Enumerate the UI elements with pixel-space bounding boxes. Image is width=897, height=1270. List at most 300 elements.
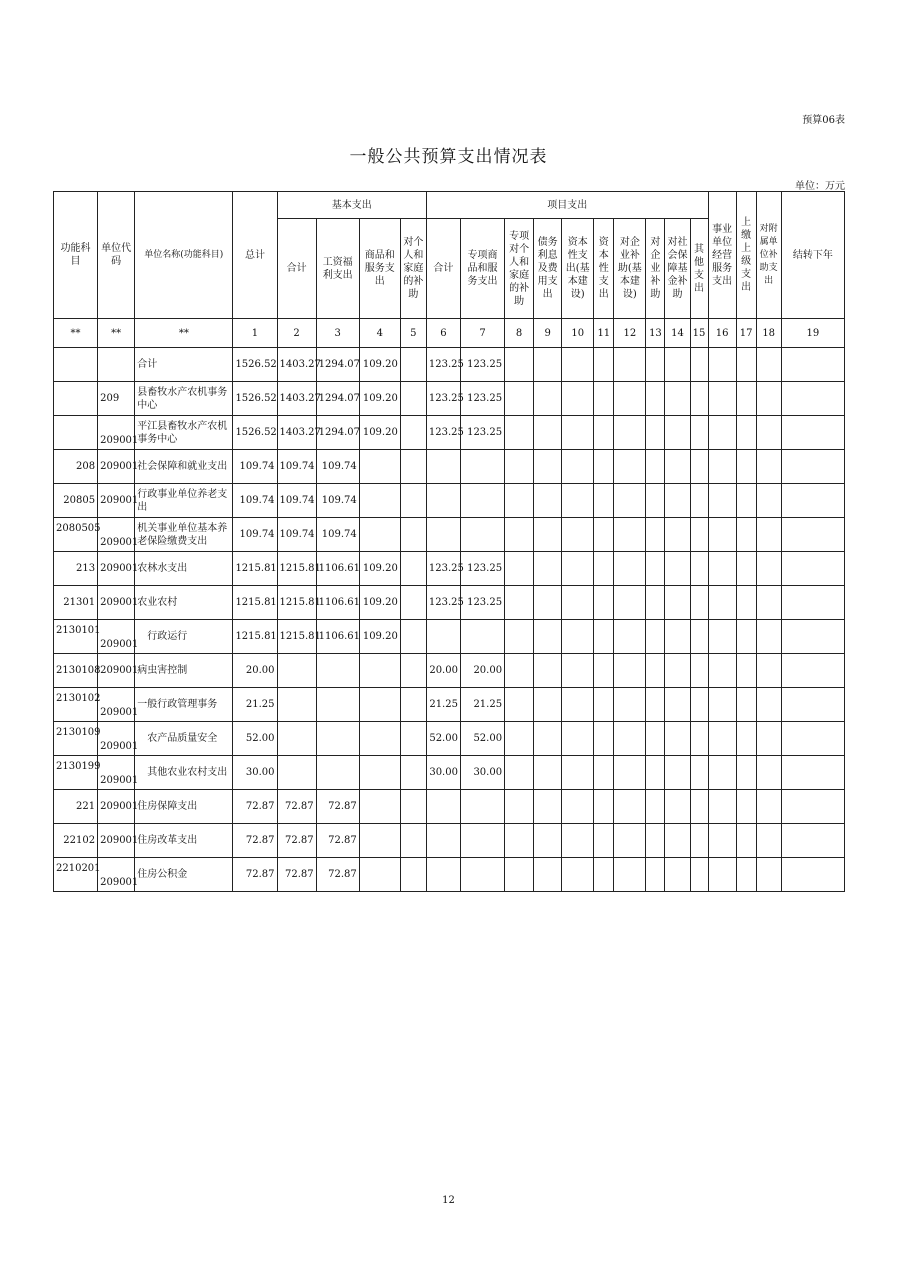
header-total: 总计	[233, 192, 277, 319]
column-number: 15	[690, 319, 708, 348]
empty-cell	[505, 790, 534, 824]
unit-name-cell: 住房改革支出	[135, 824, 233, 858]
empty-cell	[614, 756, 646, 790]
empty-cell	[594, 416, 614, 450]
empty-cell	[781, 824, 844, 858]
empty-cell	[690, 348, 708, 382]
total-cell: 1215.81	[233, 552, 277, 586]
total-cell: 72.87	[233, 824, 277, 858]
empty-cell	[708, 824, 736, 858]
total-cell: 109.74	[233, 484, 277, 518]
func-subject-cell	[54, 348, 98, 382]
basic-wage-cell	[316, 654, 359, 688]
header-basic: 基本支出	[277, 192, 426, 219]
empty-cell	[736, 654, 756, 688]
column-number: 12	[614, 319, 646, 348]
project-goods-cell: 20.00	[460, 654, 504, 688]
empty-cell	[781, 484, 844, 518]
empty-cell	[614, 484, 646, 518]
column-number: **	[54, 319, 98, 348]
basic-sum-cell: 1215.81	[277, 620, 316, 654]
empty-cell	[534, 416, 562, 450]
column-number: 13	[646, 319, 665, 348]
header-project-sub: 对企业补助(基本建设)	[614, 219, 646, 319]
empty-cell	[562, 824, 594, 858]
basic-person-cell	[400, 722, 426, 756]
project-sum-cell: 123.25	[426, 382, 460, 416]
empty-cell	[665, 416, 690, 450]
basic-goods-cell	[359, 756, 400, 790]
project-goods-cell	[460, 790, 504, 824]
basic-sum-cell: 1403.27	[277, 382, 316, 416]
empty-cell	[505, 382, 534, 416]
empty-cell	[690, 484, 708, 518]
empty-cell	[665, 858, 690, 892]
total-cell: 52.00	[233, 722, 277, 756]
unit-name-cell: 住房公积金	[135, 858, 233, 892]
column-number: 17	[736, 319, 756, 348]
empty-cell	[562, 688, 594, 722]
empty-cell	[756, 756, 781, 790]
empty-cell	[505, 756, 534, 790]
func-subject-cell: 21301	[54, 586, 98, 620]
func-subject-cell: 2130102	[54, 688, 98, 722]
empty-cell	[736, 552, 756, 586]
empty-cell	[690, 620, 708, 654]
empty-cell	[665, 484, 690, 518]
empty-cell	[756, 416, 781, 450]
empty-cell	[665, 348, 690, 382]
basic-wage-cell: 1106.61	[316, 552, 359, 586]
header-upper: 上缴上级支出	[736, 192, 756, 319]
empty-cell	[665, 450, 690, 484]
column-number: 4	[359, 319, 400, 348]
empty-cell	[708, 654, 736, 688]
unit-code-cell: 209001	[98, 450, 135, 484]
empty-cell	[562, 348, 594, 382]
empty-cell	[708, 722, 736, 756]
empty-cell	[781, 620, 844, 654]
unit-name-cell: 病虫害控制	[135, 654, 233, 688]
header-unit-name: 单位名称(功能科目)	[135, 192, 233, 319]
basic-goods-cell: 109.20	[359, 348, 400, 382]
project-goods-cell: 30.00	[460, 756, 504, 790]
empty-cell	[505, 722, 534, 756]
empty-cell	[756, 824, 781, 858]
page-title: 一般公共预算支出情况表	[349, 147, 548, 167]
table-row	[54, 722, 845, 756]
table-row	[54, 756, 845, 790]
empty-cell	[690, 552, 708, 586]
empty-cell	[646, 620, 665, 654]
basic-wage-cell: 109.74	[316, 450, 359, 484]
empty-cell	[690, 654, 708, 688]
unit-code-cell: 209001	[98, 756, 135, 790]
basic-person-cell	[400, 416, 426, 450]
project-goods-cell: 123.25	[460, 348, 504, 382]
empty-cell	[756, 722, 781, 756]
empty-cell	[534, 348, 562, 382]
unit-code-cell: 209001	[98, 416, 135, 450]
header-subsidy: 对附属单位补助支出	[756, 192, 781, 319]
project-sum-cell: 123.25	[426, 348, 460, 382]
empty-cell	[781, 722, 844, 756]
project-sum-cell	[426, 620, 460, 654]
unit-code-cell	[98, 348, 135, 382]
empty-cell	[781, 450, 844, 484]
column-number: **	[135, 319, 233, 348]
total-cell: 1215.81	[233, 586, 277, 620]
basic-sum-cell: 109.74	[277, 450, 316, 484]
unit-code-cell: 209001	[98, 688, 135, 722]
empty-cell	[690, 824, 708, 858]
table-row	[54, 450, 845, 484]
empty-cell	[505, 824, 534, 858]
empty-cell	[562, 654, 594, 688]
unit-name-cell: 平江县畜牧水产农机事务中心	[135, 416, 233, 450]
empty-cell	[534, 552, 562, 586]
empty-cell	[534, 518, 562, 552]
basic-wage-cell: 1106.61	[316, 620, 359, 654]
empty-cell	[594, 382, 614, 416]
empty-cell	[646, 688, 665, 722]
basic-goods-cell: 109.20	[359, 382, 400, 416]
project-goods-cell: 123.25	[460, 552, 504, 586]
empty-cell	[534, 654, 562, 688]
empty-cell	[614, 688, 646, 722]
empty-cell	[690, 688, 708, 722]
empty-cell	[781, 518, 844, 552]
empty-cell	[736, 722, 756, 756]
empty-cell	[594, 654, 614, 688]
empty-cell	[736, 518, 756, 552]
empty-cell	[690, 756, 708, 790]
project-sum-cell	[426, 824, 460, 858]
empty-cell	[756, 552, 781, 586]
empty-cell	[781, 416, 844, 450]
basic-wage-cell	[316, 722, 359, 756]
empty-cell	[505, 348, 534, 382]
project-sum-cell	[426, 858, 460, 892]
empty-cell	[534, 688, 562, 722]
empty-cell	[594, 824, 614, 858]
empty-cell	[505, 586, 534, 620]
empty-cell	[708, 552, 736, 586]
basic-person-cell	[400, 518, 426, 552]
empty-cell	[614, 518, 646, 552]
unit-code-cell: 209001	[98, 824, 135, 858]
empty-cell	[690, 722, 708, 756]
unit-code-cell: 209001	[98, 552, 135, 586]
func-subject-cell: 213	[54, 552, 98, 586]
column-number: 19	[781, 319, 844, 348]
empty-cell	[736, 620, 756, 654]
total-cell: 1215.81	[233, 620, 277, 654]
empty-cell	[646, 450, 665, 484]
header-basic-sub: 对个人和家庭的补助	[400, 219, 426, 319]
empty-cell	[534, 756, 562, 790]
empty-cell	[736, 790, 756, 824]
empty-cell	[781, 552, 844, 586]
unit-name-cell: 社会保障和就业支出	[135, 450, 233, 484]
empty-cell	[665, 790, 690, 824]
unit-code-cell: 209001	[98, 654, 135, 688]
project-goods-cell: 123.25	[460, 382, 504, 416]
basic-person-cell	[400, 654, 426, 688]
basic-person-cell	[400, 586, 426, 620]
basic-goods-cell	[359, 688, 400, 722]
unit-code-cell: 209001	[98, 722, 135, 756]
empty-cell	[690, 790, 708, 824]
empty-cell	[736, 756, 756, 790]
empty-cell	[736, 348, 756, 382]
empty-cell	[690, 586, 708, 620]
basic-sum-cell: 1403.27	[277, 348, 316, 382]
basic-person-cell	[400, 620, 426, 654]
empty-cell	[646, 552, 665, 586]
total-cell: 20.00	[233, 654, 277, 688]
basic-goods-cell	[359, 722, 400, 756]
empty-cell	[665, 620, 690, 654]
header-row-1	[54, 192, 845, 219]
empty-cell	[614, 722, 646, 756]
table-row	[54, 518, 845, 552]
unit-code-cell: 209001	[98, 858, 135, 892]
empty-cell	[562, 586, 594, 620]
empty-cell	[505, 450, 534, 484]
empty-cell	[562, 620, 594, 654]
basic-goods-cell	[359, 518, 400, 552]
func-subject-cell: 2130108	[54, 654, 98, 688]
table-row	[54, 382, 845, 416]
empty-cell	[646, 722, 665, 756]
project-goods-cell	[460, 620, 504, 654]
func-subject-cell: 2080505	[54, 518, 98, 552]
empty-cell	[614, 586, 646, 620]
empty-cell	[594, 518, 614, 552]
project-sum-cell	[426, 484, 460, 518]
empty-cell	[562, 756, 594, 790]
empty-cell	[505, 688, 534, 722]
header-public-service: 事业单位经营服务支出	[708, 192, 736, 319]
column-number: 6	[426, 319, 460, 348]
empty-cell	[646, 348, 665, 382]
empty-cell	[594, 348, 614, 382]
unit-name-cell: 行政运行	[135, 620, 233, 654]
form-number: 预算06表	[802, 115, 845, 126]
table-row	[54, 688, 845, 722]
basic-sum-cell	[277, 654, 316, 688]
basic-sum-cell: 1215.81	[277, 552, 316, 586]
empty-cell	[690, 858, 708, 892]
empty-cell	[562, 518, 594, 552]
empty-cell	[562, 484, 594, 518]
empty-cell	[781, 756, 844, 790]
project-sum-cell: 123.25	[426, 586, 460, 620]
table-row	[54, 416, 845, 450]
empty-cell	[614, 654, 646, 688]
project-goods-cell: 123.25	[460, 416, 504, 450]
basic-sum-cell	[277, 722, 316, 756]
empty-cell	[736, 416, 756, 450]
header-project-sub: 其他支出	[690, 219, 708, 319]
empty-cell	[665, 552, 690, 586]
basic-person-cell	[400, 552, 426, 586]
basic-goods-cell	[359, 790, 400, 824]
empty-cell	[646, 824, 665, 858]
column-number: 18	[756, 319, 781, 348]
func-subject-cell: 2130101	[54, 620, 98, 654]
project-goods-cell	[460, 450, 504, 484]
empty-cell	[665, 688, 690, 722]
empty-cell	[614, 620, 646, 654]
empty-cell	[756, 586, 781, 620]
total-cell: 30.00	[233, 756, 277, 790]
unit-code-cell: 209001	[98, 790, 135, 824]
empty-cell	[505, 858, 534, 892]
empty-cell	[646, 654, 665, 688]
basic-wage-cell: 72.87	[316, 858, 359, 892]
empty-cell	[756, 790, 781, 824]
basic-wage-cell: 1294.07	[316, 348, 359, 382]
func-subject-cell	[54, 416, 98, 450]
empty-cell	[756, 382, 781, 416]
project-sum-cell: 52.00	[426, 722, 460, 756]
empty-cell	[534, 858, 562, 892]
header-basic-sub: 工资福利支出	[316, 219, 359, 319]
empty-cell	[708, 416, 736, 450]
empty-cell	[594, 756, 614, 790]
empty-cell	[646, 586, 665, 620]
basic-goods-cell: 109.20	[359, 416, 400, 450]
empty-cell	[646, 756, 665, 790]
header-project-sub: 对企业补助	[646, 219, 665, 319]
column-number: 1	[233, 319, 277, 348]
empty-cell	[646, 518, 665, 552]
empty-cell	[708, 586, 736, 620]
empty-cell	[614, 382, 646, 416]
column-number: 16	[708, 319, 736, 348]
empty-cell	[665, 722, 690, 756]
basic-sum-cell: 109.74	[277, 518, 316, 552]
empty-cell	[708, 756, 736, 790]
empty-cell	[614, 858, 646, 892]
column-number: 7	[460, 319, 504, 348]
unit-code-cell: 209001	[98, 484, 135, 518]
project-sum-cell	[426, 790, 460, 824]
total-cell: 1526.52	[233, 382, 277, 416]
unit-name-cell: 合计	[135, 348, 233, 382]
basic-goods-cell	[359, 450, 400, 484]
empty-cell	[505, 620, 534, 654]
basic-sum-cell: 1215.81	[277, 586, 316, 620]
unit-name-cell: 农产品质量安全	[135, 722, 233, 756]
unit-name-cell: 县畜牧水产农机事务中心	[135, 382, 233, 416]
func-subject-cell: 221	[54, 790, 98, 824]
basic-person-cell	[400, 858, 426, 892]
empty-cell	[756, 654, 781, 688]
page-number: 12	[442, 1195, 455, 1206]
budget-table	[53, 191, 845, 892]
empty-cell	[614, 790, 646, 824]
empty-cell	[646, 382, 665, 416]
column-number: **	[98, 319, 135, 348]
header-carry: 结转下年	[781, 192, 844, 319]
func-subject-cell	[54, 382, 98, 416]
empty-cell	[781, 688, 844, 722]
basic-sum-cell	[277, 756, 316, 790]
table-row	[54, 824, 845, 858]
empty-cell	[534, 790, 562, 824]
empty-cell	[690, 450, 708, 484]
empty-cell	[614, 552, 646, 586]
total-cell: 109.74	[233, 450, 277, 484]
basic-sum-cell: 72.87	[277, 790, 316, 824]
empty-cell	[614, 824, 646, 858]
basic-person-cell	[400, 382, 426, 416]
unit-name-cell: 行政事业单位养老支出	[135, 484, 233, 518]
func-subject-cell: 2130199	[54, 756, 98, 790]
project-goods-cell	[460, 858, 504, 892]
empty-cell	[534, 484, 562, 518]
empty-cell	[505, 416, 534, 450]
empty-cell	[534, 586, 562, 620]
header-basic-sub: 商品和服务支出	[359, 219, 400, 319]
empty-cell	[708, 518, 736, 552]
column-number: 5	[400, 319, 426, 348]
basic-person-cell	[400, 756, 426, 790]
unit-code-cell: 209	[98, 382, 135, 416]
empty-cell	[690, 382, 708, 416]
basic-person-cell	[400, 450, 426, 484]
basic-wage-cell: 1106.61	[316, 586, 359, 620]
unit-name-cell: 住房保障支出	[135, 790, 233, 824]
empty-cell	[708, 688, 736, 722]
table-body	[54, 348, 845, 892]
basic-person-cell	[400, 484, 426, 518]
empty-cell	[534, 722, 562, 756]
basic-goods-cell: 109.20	[359, 552, 400, 586]
header-project-sub: 资本性支出	[594, 219, 614, 319]
project-sum-cell: 21.25	[426, 688, 460, 722]
header-project-sub: 债务利息及费用支出	[534, 219, 562, 319]
empty-cell	[614, 450, 646, 484]
basic-wage-cell: 109.74	[316, 484, 359, 518]
empty-cell	[756, 348, 781, 382]
basic-wage-cell	[316, 756, 359, 790]
total-cell: 72.87	[233, 790, 277, 824]
header-project-sub: 合计	[426, 219, 460, 319]
empty-cell	[594, 858, 614, 892]
empty-cell	[534, 382, 562, 416]
empty-cell	[756, 518, 781, 552]
basic-person-cell	[400, 688, 426, 722]
basic-goods-cell	[359, 824, 400, 858]
empty-cell	[756, 858, 781, 892]
empty-cell	[562, 722, 594, 756]
empty-cell	[646, 416, 665, 450]
basic-sum-cell: 109.74	[277, 484, 316, 518]
empty-cell	[505, 518, 534, 552]
empty-cell	[781, 858, 844, 892]
basic-goods-cell: 109.20	[359, 586, 400, 620]
empty-cell	[756, 484, 781, 518]
empty-cell	[736, 450, 756, 484]
empty-cell	[736, 688, 756, 722]
unit-code-cell: 209001	[98, 620, 135, 654]
empty-cell	[505, 654, 534, 688]
table-row	[54, 586, 845, 620]
